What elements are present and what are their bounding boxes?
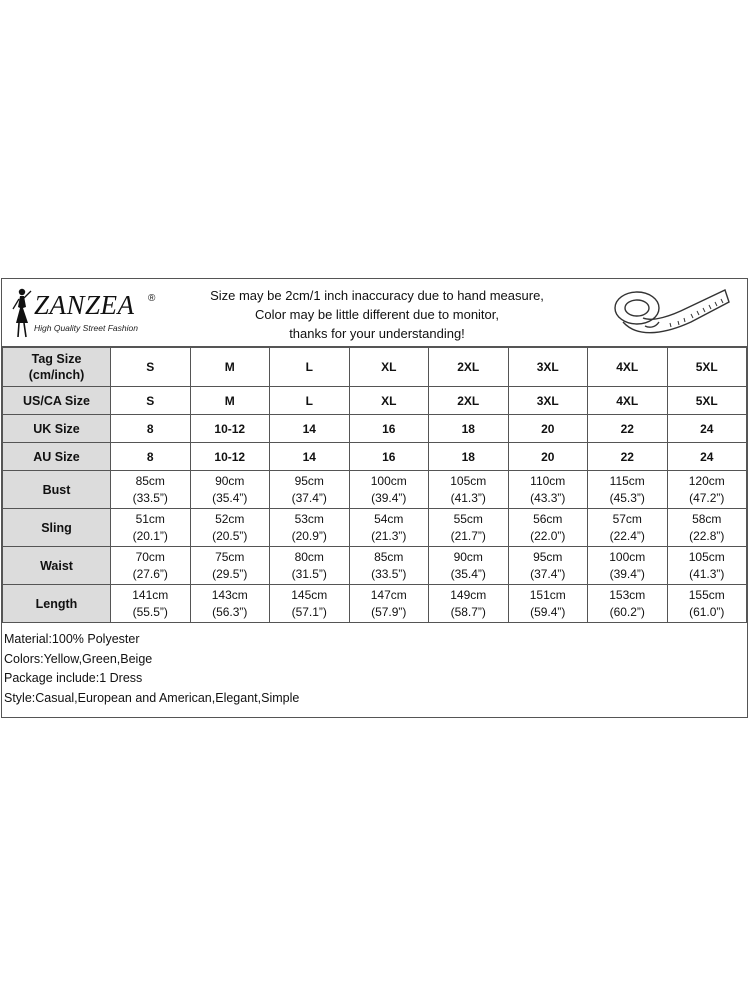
size-cell: L xyxy=(270,348,350,387)
fashion-figure-icon xyxy=(8,287,34,339)
size-cell: 2XL xyxy=(429,387,509,415)
size-cell: 22 xyxy=(588,415,668,443)
inch-value: (39.4”) xyxy=(371,490,407,505)
measurement-cell xyxy=(429,547,509,585)
measurement-cell xyxy=(190,585,270,623)
inch-value: (20.5”) xyxy=(212,528,248,543)
inch-value: (39.4”) xyxy=(609,566,645,581)
inch-value: (58.7”) xyxy=(450,604,486,619)
cm-value: 95cm xyxy=(533,549,563,564)
measurement-cell xyxy=(429,471,509,509)
inch-value: (22.0”) xyxy=(530,528,566,543)
cm-value: 110cm xyxy=(530,473,566,488)
measurement-cell xyxy=(111,547,191,585)
cm-value: 58cm xyxy=(692,511,722,526)
inch-value: (41.3”) xyxy=(689,566,725,581)
inch-value: (20.1”) xyxy=(132,528,168,543)
cm-value: 145cm xyxy=(291,587,328,602)
measurement-cell xyxy=(349,547,429,585)
measurement-cell xyxy=(270,471,350,509)
size-cell: 3XL xyxy=(508,348,588,387)
cm-value: 90cm xyxy=(215,473,245,488)
cm-value: 55cm xyxy=(453,511,483,526)
measurement-cell xyxy=(111,471,191,509)
measurement-cell xyxy=(349,471,429,509)
inch-value: (20.9”) xyxy=(291,528,327,543)
row-header: Sling xyxy=(3,509,111,547)
measurement-cell xyxy=(508,547,588,585)
inch-value: (45.3”) xyxy=(609,490,645,505)
size-cell: M xyxy=(190,387,270,415)
inch-value: (47.2”) xyxy=(689,490,725,505)
measurement-cell xyxy=(667,471,747,509)
brand-name: ZANZEA xyxy=(34,290,135,320)
size-cell: 8 xyxy=(111,415,191,443)
chart-header xyxy=(2,279,747,347)
uk-size-row xyxy=(3,415,747,443)
cm-value: 155cm xyxy=(688,587,725,602)
inch-value: (21.3”) xyxy=(371,528,407,543)
size-cell: 4XL xyxy=(588,348,668,387)
cm-value: 52cm xyxy=(215,511,245,526)
colors-text: Colors:Yellow,Green,Beige xyxy=(4,651,153,666)
measurement-cell xyxy=(667,585,747,623)
size-cell: 18 xyxy=(429,443,509,471)
inch-value: (33.5”) xyxy=(132,490,168,505)
cm-value: 70cm xyxy=(135,549,165,564)
measurement-rows xyxy=(3,471,747,623)
size-cell: 24 xyxy=(667,443,747,471)
measuring-tape-icon xyxy=(609,282,735,344)
cm-value: 51cm xyxy=(135,511,165,526)
row-header: UK Size xyxy=(3,415,111,443)
inch-value: (27.6”) xyxy=(132,566,168,581)
size-cell: 10-12 xyxy=(190,443,270,471)
measurement-cell xyxy=(667,509,747,547)
measurement-cell xyxy=(190,471,270,509)
size-cell: S xyxy=(111,387,191,415)
size-cell: XL xyxy=(349,387,429,415)
size-cell: 22 xyxy=(588,443,668,471)
cm-value: 100cm xyxy=(370,473,407,488)
tag-size-unit: (cm/inch) xyxy=(28,368,85,382)
cm-value: 54cm xyxy=(374,511,404,526)
size-cell: 20 xyxy=(508,415,588,443)
brand-tagline: High Quality Street Fashion xyxy=(34,323,138,333)
style-text: Style:Casual,European and American,Elegant,Simple xyxy=(4,690,300,705)
cm-value: 105cm xyxy=(688,549,725,564)
measurement-notice xyxy=(172,286,582,343)
size-cell: XL xyxy=(349,348,429,387)
inch-value: (33.5”) xyxy=(371,566,407,581)
size-cell: 8 xyxy=(111,443,191,471)
size-cell: 2XL xyxy=(429,348,509,387)
inch-value: (41.3”) xyxy=(450,490,486,505)
cm-value: 143cm xyxy=(211,587,248,602)
inch-value: (61.0”) xyxy=(689,604,725,619)
measurement-cell xyxy=(429,585,509,623)
inch-value: (56.3”) xyxy=(212,604,248,619)
package-text: Package include:1 Dress xyxy=(4,671,143,685)
measurement-cell xyxy=(190,509,270,547)
size-cell: L xyxy=(270,387,350,415)
material-text: Material:100% Polyester xyxy=(4,632,140,646)
inch-value: (57.1”) xyxy=(291,604,327,619)
measurement-cell xyxy=(508,585,588,623)
measurement-cell xyxy=(508,509,588,547)
notice-line: Color may be little different due to monitor, xyxy=(255,307,499,322)
measurement-cell xyxy=(111,585,191,623)
cm-value: 100cm xyxy=(609,549,646,564)
inch-value: (35.4”) xyxy=(450,566,486,581)
inch-value: (35.4”) xyxy=(212,490,248,505)
size-cell: S xyxy=(111,348,191,387)
size-cell: 10-12 xyxy=(190,415,270,443)
waist-row xyxy=(3,547,747,585)
measurement-cell xyxy=(588,547,668,585)
size-cell: M xyxy=(190,348,270,387)
size-cell: 4XL xyxy=(588,387,668,415)
size-cell: 20 xyxy=(508,443,588,471)
row-header: AU Size xyxy=(3,443,111,471)
inch-value: (37.4”) xyxy=(291,490,327,505)
size-cell: 18 xyxy=(429,415,509,443)
cm-value: 56cm xyxy=(533,511,563,526)
tag-size-row xyxy=(3,348,747,387)
measurement-cell xyxy=(349,509,429,547)
inch-value: (43.3”) xyxy=(530,490,566,505)
measurement-cell xyxy=(349,585,429,623)
size-cell: 5XL xyxy=(667,348,747,387)
measurement-cell xyxy=(588,471,668,509)
row-header: Bust xyxy=(3,471,111,509)
cm-value: 57cm xyxy=(612,511,642,526)
tag-size-label: Tag Size xyxy=(31,352,82,366)
cm-value: 153cm xyxy=(609,587,646,602)
size-cell: 14 xyxy=(270,443,350,471)
cm-value: 115cm xyxy=(609,473,645,488)
inch-value: (22.8”) xyxy=(689,528,725,543)
inch-value: (60.2”) xyxy=(609,604,645,619)
sling-row xyxy=(3,509,747,547)
cm-value: 120cm xyxy=(688,473,725,488)
inch-value: (57.9”) xyxy=(371,604,407,619)
measurement-cell xyxy=(270,585,350,623)
cm-value: 141cm xyxy=(132,587,169,602)
row-header: US/CA Size xyxy=(3,387,111,415)
measurement-cell xyxy=(270,509,350,547)
inch-value: (59.4”) xyxy=(530,604,566,619)
measurement-cell xyxy=(588,509,668,547)
cm-value: 105cm xyxy=(450,473,487,488)
measurement-cell xyxy=(270,547,350,585)
au-size-row xyxy=(3,443,747,471)
row-header xyxy=(3,348,111,387)
inch-value: (55.5”) xyxy=(132,604,168,619)
size-cell: 16 xyxy=(349,443,429,471)
brand-logo xyxy=(6,287,176,339)
product-info xyxy=(2,622,749,708)
cm-value: 80cm xyxy=(294,549,324,564)
inch-value: (31.5”) xyxy=(291,566,327,581)
row-header: Waist xyxy=(3,547,111,585)
size-chart xyxy=(1,278,748,718)
size-cell: 24 xyxy=(667,415,747,443)
measurement-cell xyxy=(429,509,509,547)
notice-line: Size may be 2cm/1 inch inaccuracy due to hand measure, xyxy=(210,288,544,303)
measurement-cell xyxy=(190,547,270,585)
cm-value: 85cm xyxy=(374,549,404,564)
measurement-cell xyxy=(588,585,668,623)
size-cell: 5XL xyxy=(667,387,747,415)
cm-value: 147cm xyxy=(370,587,407,602)
inch-value: (22.4”) xyxy=(609,528,645,543)
inch-value: (21.7”) xyxy=(450,528,486,543)
size-cell: 16 xyxy=(349,415,429,443)
row-header: Length xyxy=(3,585,111,623)
cm-value: 95cm xyxy=(294,473,324,488)
inch-value: (29.5”) xyxy=(212,566,248,581)
bust-row xyxy=(3,471,747,509)
measurement-cell xyxy=(667,547,747,585)
registered-mark: ® xyxy=(148,293,156,304)
size-table xyxy=(2,347,747,623)
cm-value: 149cm xyxy=(450,587,487,602)
inch-value: (37.4”) xyxy=(530,566,566,581)
length-row xyxy=(3,585,747,623)
cm-value: 75cm xyxy=(215,549,245,564)
measurement-cell xyxy=(508,471,588,509)
measurement-cell xyxy=(111,509,191,547)
us-ca-size-row xyxy=(3,387,747,415)
cm-value: 85cm xyxy=(135,473,165,488)
size-cell: 14 xyxy=(270,415,350,443)
notice-line: thanks for your understanding! xyxy=(289,326,465,341)
cm-value: 151cm xyxy=(529,587,566,602)
cm-value: 90cm xyxy=(453,549,483,564)
size-cell: 3XL xyxy=(508,387,588,415)
cm-value: 53cm xyxy=(294,511,324,526)
